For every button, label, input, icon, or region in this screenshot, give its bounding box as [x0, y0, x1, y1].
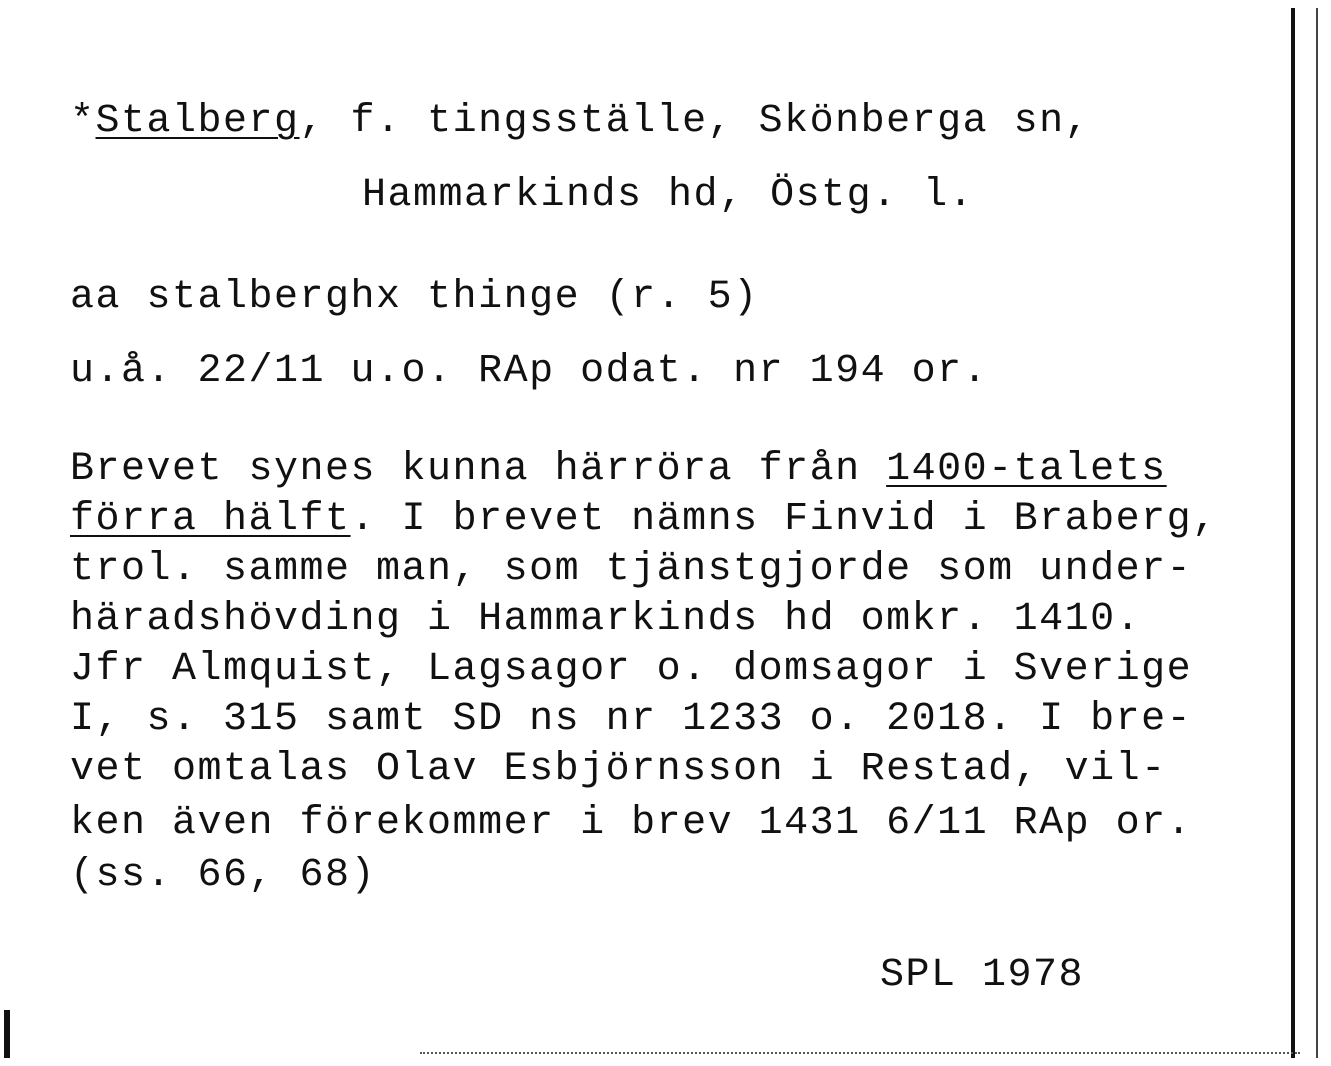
card-edge-line	[1316, 8, 1318, 1058]
signature: SPL 1978	[880, 953, 1085, 998]
asterisk-mark: *	[70, 99, 96, 144]
body-line-1	[70, 446, 1167, 494]
heading-line-1	[70, 98, 1090, 146]
body-line-2	[70, 496, 1218, 544]
body-line-2-text: . I brevet nämns Finvid i Braberg,	[350, 497, 1218, 542]
card-edge-shadow	[1291, 8, 1295, 1058]
body-line-7: vet omtalas Olav Esbjörnsson i Restad, vil-	[70, 747, 1167, 792]
heading-rest: , f. tingsställe, Skönberga sn,	[299, 99, 1091, 144]
heading-line-2: Hammarkinds hd, Östg. l.	[362, 173, 975, 218]
body-line-3: trol. samme man, som tjänstgjorde som under-	[70, 547, 1193, 592]
body-line-5: Jfr Almquist, Lagsagor o. domsagor i Sverige	[70, 647, 1193, 692]
form-line-2: u.å. 22/11 u.o. RAp odat. nr 194 or.	[70, 349, 989, 394]
body-line-4: häradshövding i Hammarkinds hd omkr. 1410.	[70, 597, 1142, 642]
body-line-6: I, s. 315 samt SD ns nr 1233 o. 2018. I bre-	[70, 697, 1193, 742]
date-range-underlined: 1400-talets	[886, 447, 1167, 492]
scan-mark	[4, 1010, 10, 1058]
body-line-1-text: Brevet synes kunna härröra från	[70, 447, 887, 492]
body-line-9: (ss. 66, 68)	[70, 853, 377, 898]
half-underlined: förra hälft	[70, 497, 351, 542]
body-line-8: ken även förekommer i brev 1431 6/11 RAp or.	[70, 801, 1193, 846]
form-line-1: aa stalberghx thinge (r. 5)	[70, 275, 759, 320]
scan-dots	[420, 1052, 1300, 1054]
place-name: Stalberg	[95, 99, 300, 144]
